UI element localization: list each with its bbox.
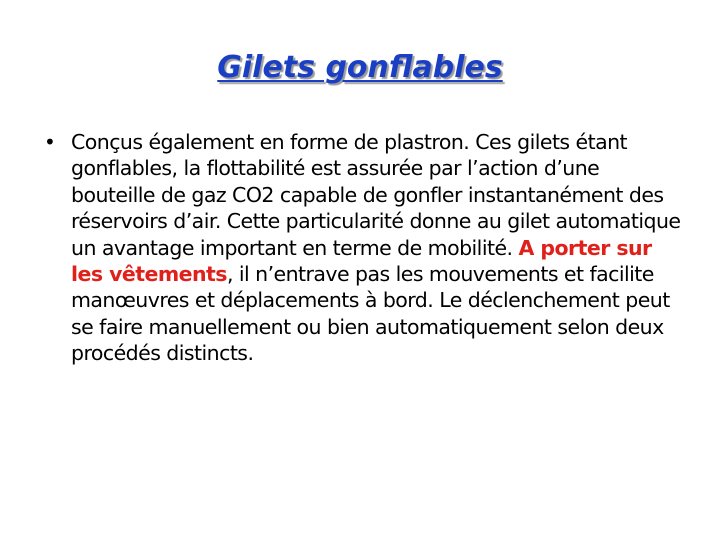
highlighted-text: A porter sur les vêtements xyxy=(71,235,652,287)
bullet-list xyxy=(44,129,684,367)
slide-title: Gilets gonflables xyxy=(217,50,503,85)
paragraph-text-end: , il n’entrave pas les mouvements et facilite manœuvres et déplacements à bord. Le déclenchement peut se faire manuellement ou bien automatiquement selon deux procédés distincts. xyxy=(71,262,670,366)
paragraph-text-start: Conçus également en forme de plastron. Ces gilets étant gonflables, la flottabilité est assurée par l’action d’une bouteille de gaz CO2 capable de gonfler instantanément des réservoirs d’air. Cette particularité donne au gilet automatique un avantage important en terme de mobilité. xyxy=(71,130,681,260)
bullet-icon: • xyxy=(44,130,56,154)
bullet-item xyxy=(44,129,684,367)
